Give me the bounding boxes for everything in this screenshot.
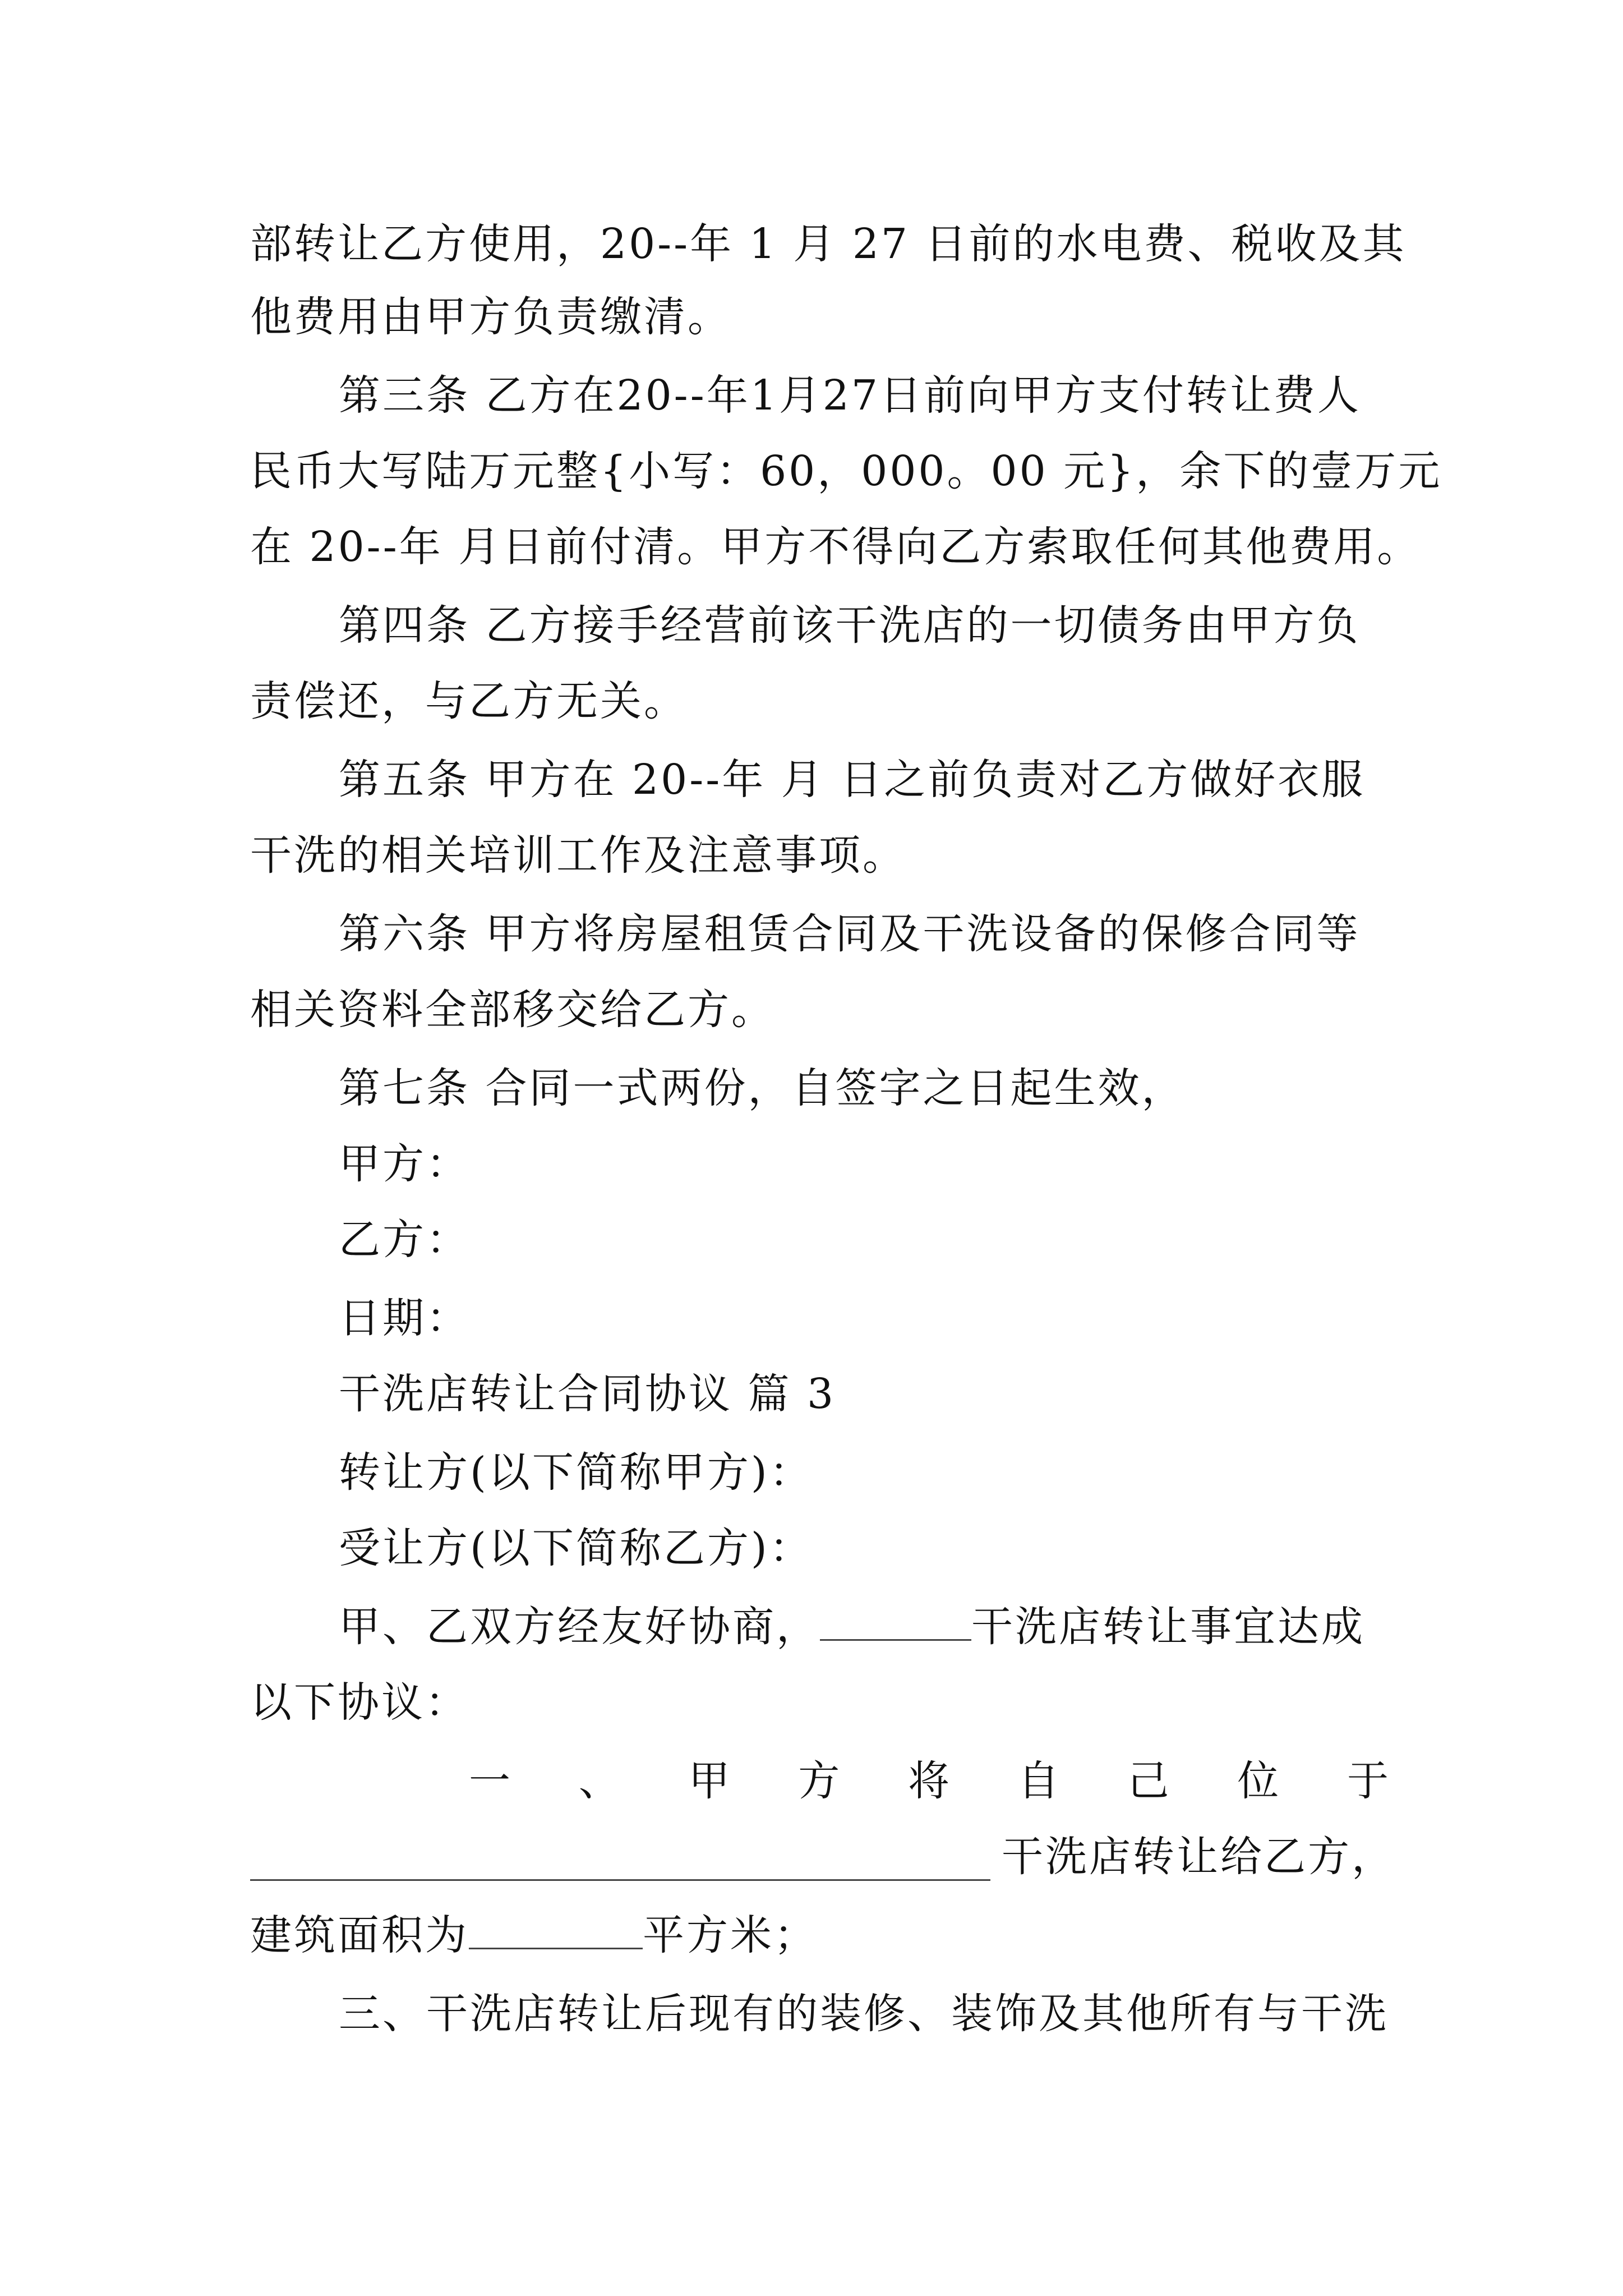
area-unit: 平方米； [643,1911,818,1959]
date-label: 日期： [339,1294,470,1342]
spread-char: 己 [1127,1757,1169,1805]
spread-char: 将 [908,1757,949,1805]
text-line: 民币大写陆万元整{小写：60，000。00 元}，余下的壹万元 [250,447,1442,495]
party-b-signature-label: 乙方： [339,1216,470,1264]
text-line: 在 20--年 月日前付清。甲方不得向乙方索取任何其他费用。 [250,523,1421,571]
spread-char: 方 [798,1757,840,1805]
clause-4-line: 第四条 乙方接手经营前该干洗店的一切债务由甲方负 [339,601,1361,650]
spread-char: 、 [578,1757,620,1805]
transferor-label: 转让方(以下简称甲方)： [339,1448,813,1497]
spread-char: 于 [1347,1757,1389,1805]
spread-char: 甲 [688,1757,730,1805]
area-blank [469,1908,643,1949]
section-heading: 干洗店转让合同协议 篇 3 [339,1370,836,1418]
text-line: 部转让乙方使用，20--年 1 月 27 日前的水电费、税收及其 [250,220,1407,268]
spread-line [250,1750,1389,1812]
text-line: 干洗店转让给乙方， [1002,1833,1395,1881]
party-a-signature-label: 甲方： [339,1140,470,1188]
clause-3-line: 第三条 乙方在20--年1月27日前向甲方支付转让费人 [339,371,1361,420]
clause-7-line: 第七条 合同一式两份，自签字之日起生效， [339,1064,1186,1112]
transferee-label: 受让方(以下简称乙方)： [339,1524,813,1572]
spread-char: 自 [1017,1757,1059,1805]
intro-text-end: 干洗店转让事宜达成 [971,1603,1365,1651]
text-line: 他费用由甲方负责缴清。 [250,293,731,341]
address-blank [250,1879,990,1881]
text-line: 责偿还，与乙方无关。 [250,677,688,725]
agreement-intro-line [339,1596,1389,1658]
clause-6-line: 第六条 甲方将房屋租赁合同及干洗设备的保修合同等 [339,910,1361,958]
spread-char: 位 [1237,1757,1279,1805]
text-line: 相关资料全部移交给乙方。 [250,986,775,1034]
fill-in-blank [820,1600,971,1641]
clause-5-line: 第五条 甲方在 20--年 月 日之前负责对乙方做好衣服 [339,756,1366,804]
spread-char: 一 [469,1757,510,1805]
area-label: 建筑面积为 [250,1911,469,1959]
clause-three-line: 三、干洗店转让后现有的装修、装饰及其他所有与干洗 [339,1990,1389,2038]
text-line: 以下协议： [250,1678,469,1727]
intro-text: 甲、乙双方经友好协商， [339,1603,820,1651]
text-line: 干洗的相关培训工作及注意事项。 [250,831,906,880]
area-line [250,1904,1389,1966]
